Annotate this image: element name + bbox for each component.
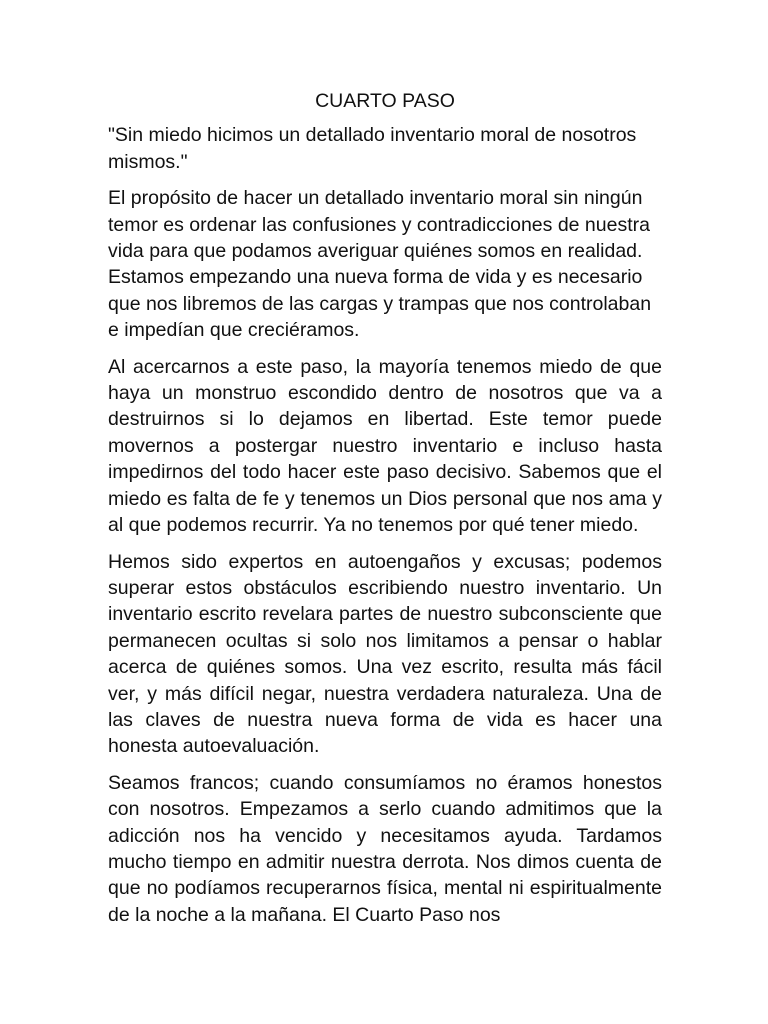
paragraph-written-inventory: Hemos sido expertos en autoengaños y excusas; podemos superar estos obstáculos escribiendo nuestro inventario. Un inventario escrito revelara partes de nuestro subconsciente que permanecen ocultas si solo nos limitamos a pensar o hablar acerca de quiénes somos. Una vez escrito, resulta más fácil ver, y más difícil negar, nuestra verdadera naturaleza. Una de las claves de nuestra nueva forma de vida es hacer una honesta autoevaluación. <box>108 550 662 758</box>
document-title: CUARTO PASO <box>315 90 455 112</box>
paragraph-purpose: El propósito de hacer un detallado inventario moral sin ningún temor es ordenar las confusiones y contradicciones de nuestra vida para que podamos averiguar quiénes somos en realidad. Estamos empezando una nueva forma de vida y es necesario que nos libremos de las cargas y trampas que nos controlaban e impedían que creciéramos. <box>108 187 652 342</box>
paragraph-quote: "Sin miedo hicimos un detallado inventario moral de nosotros mismos." <box>108 124 637 173</box>
paragraph-honesty: Seamos francos; cuando consumíamos no éramos honestos con nosotros. Empezamos a serlo cuando admitimos que la adicción nos ha vencido y necesitamos ayuda. Tardamos mucho tiempo en admitir nuestra derrota. Nos dimos cuenta de que no podíamos recuperarnos física, mental ni espiritualmente de la noche a la mañana. El Cuarto Paso nos <box>108 771 662 926</box>
document-page <box>108 88 662 938</box>
paragraph-fear: Al acercarnos a este paso, la mayoría tenemos miedo de que haya un monstruo escondido dentro de nosotros que va a destruirnos si lo dejamos en libertad. Este temor puede movernos a postergar nuestro inventario e incluso hasta impedirnos del todo hacer este paso decisivo. Sabemos que el miedo es falta de fe y tenemos un Dios personal que nos ama y al que podemos recurrir. Ya no tenemos por qué tener miedo. <box>108 355 662 537</box>
